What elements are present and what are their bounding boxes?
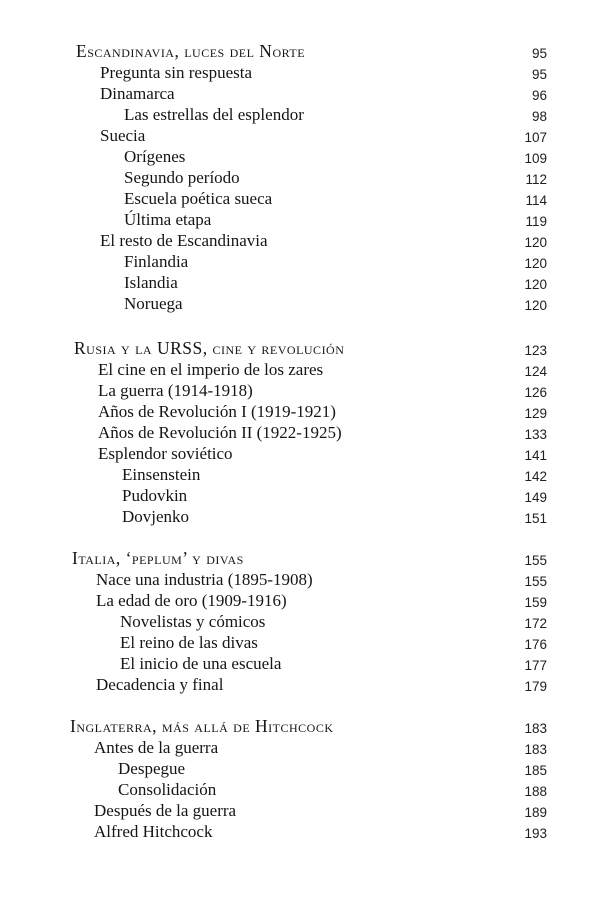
entry-title: Islandia bbox=[124, 273, 178, 292]
section-heading-row bbox=[0, 548, 593, 569]
section-title: Escandinavia, luces del Norte bbox=[76, 41, 306, 61]
toc-entry-row bbox=[0, 209, 593, 230]
page-number: 193 bbox=[524, 826, 547, 841]
page-number: 109 bbox=[524, 151, 547, 166]
page-number: 129 bbox=[524, 406, 547, 421]
entry-title: Esplendor soviético bbox=[98, 444, 233, 463]
page-number: 114 bbox=[525, 193, 547, 208]
toc-entry-row bbox=[0, 104, 593, 125]
page-number: 185 bbox=[524, 763, 547, 778]
entry-title: Novelistas y cómicos bbox=[120, 612, 266, 631]
toc-entry-row bbox=[0, 83, 593, 104]
page-number: 123 bbox=[524, 343, 547, 358]
page-number: 189 bbox=[524, 805, 547, 820]
entry-title: El resto de Escandinavia bbox=[100, 231, 268, 250]
page-number: 142 bbox=[524, 469, 547, 484]
page-number: 95 bbox=[531, 67, 547, 82]
entry-title: Einsenstein bbox=[122, 465, 201, 484]
entry-title: Pregunta sin respuesta bbox=[100, 63, 253, 82]
toc-entry-row bbox=[0, 737, 593, 758]
section-heading-row bbox=[0, 716, 593, 737]
section-heading-row bbox=[0, 41, 593, 62]
toc-entry-row bbox=[0, 632, 593, 653]
page-number: 155 bbox=[524, 553, 547, 568]
page-number: 119 bbox=[525, 214, 547, 229]
entry-title: Suecia bbox=[100, 126, 146, 145]
entry-title: Las estrellas del esplendor bbox=[124, 105, 304, 124]
entry-title: Antes de la guerra bbox=[94, 738, 219, 757]
toc-entry-row bbox=[0, 443, 593, 464]
entry-title: Escuela poética sueca bbox=[124, 189, 273, 208]
toc-entry-row bbox=[0, 359, 593, 380]
toc-entry-row bbox=[0, 125, 593, 146]
page-number: 126 bbox=[524, 385, 547, 400]
entry-title: Segundo período bbox=[124, 168, 240, 187]
toc-entry-row bbox=[0, 569, 593, 590]
section-title: Italia, ‘peplum’ y divas bbox=[72, 548, 244, 568]
toc-entry-row bbox=[0, 674, 593, 695]
entry-title: La guerra (1914-1918) bbox=[98, 381, 253, 400]
section-title: Rusia y la URSS, cine y revolución bbox=[74, 338, 345, 358]
page-number: 183 bbox=[524, 742, 547, 757]
entry-title: El cine en el imperio de los zares bbox=[98, 360, 324, 379]
page-number: 96 bbox=[531, 88, 547, 103]
toc-entry-row bbox=[0, 146, 593, 167]
toc-entry-row bbox=[0, 380, 593, 401]
toc-entry-row bbox=[0, 590, 593, 611]
page-number: 120 bbox=[524, 256, 547, 271]
entry-title: Dinamarca bbox=[100, 84, 175, 103]
toc-entry-row bbox=[0, 485, 593, 506]
toc-entry-row bbox=[0, 821, 593, 842]
page-number: 183 bbox=[524, 721, 547, 736]
page-number: 95 bbox=[531, 46, 547, 61]
entry-title: Años de Revolución II (1922-1925) bbox=[98, 423, 342, 442]
toc-entry-row bbox=[0, 464, 593, 485]
page-number: 98 bbox=[531, 109, 547, 124]
toc-entry-row bbox=[0, 401, 593, 422]
page-number: 124 bbox=[524, 364, 547, 379]
toc-entry-row bbox=[0, 800, 593, 821]
entry-title: Dovjenko bbox=[122, 507, 190, 526]
toc-entry-row bbox=[0, 422, 593, 443]
section-heading-row bbox=[0, 338, 593, 359]
toc-entry-row bbox=[0, 779, 593, 800]
entry-title: El reino de las divas bbox=[120, 633, 258, 652]
entry-title: Orígenes bbox=[124, 147, 186, 166]
page-number: 141 bbox=[524, 448, 547, 463]
entry-title: Alfred Hitchcock bbox=[94, 822, 213, 841]
toc-entry-row bbox=[0, 611, 593, 632]
entry-title: Finlandia bbox=[124, 252, 189, 271]
page-number: 149 bbox=[524, 490, 547, 505]
toc-entry-row bbox=[0, 758, 593, 779]
toc-entry-row bbox=[0, 230, 593, 251]
page-number: 112 bbox=[525, 172, 547, 187]
section-title: Inglaterra, más allá de Hitchcock bbox=[70, 716, 334, 736]
page-number: 120 bbox=[524, 298, 547, 313]
page-number: 107 bbox=[524, 130, 547, 145]
entry-title: Nace una industria (1895-1908) bbox=[96, 570, 313, 589]
page-number: 177 bbox=[524, 658, 547, 673]
entry-title: Años de Revolución I (1919-1921) bbox=[98, 402, 336, 421]
toc-entry-row bbox=[0, 293, 593, 314]
toc-entry-row bbox=[0, 188, 593, 209]
page-number: 151 bbox=[524, 511, 547, 526]
toc-entry-row bbox=[0, 62, 593, 83]
toc-entry-row bbox=[0, 653, 593, 674]
page-number: 155 bbox=[524, 574, 547, 589]
toc-entry-row bbox=[0, 251, 593, 272]
entry-title: Decadencia y final bbox=[96, 675, 224, 694]
page-number: 120 bbox=[524, 277, 547, 292]
page-number: 188 bbox=[524, 784, 547, 799]
page-number: 176 bbox=[524, 637, 547, 652]
page-number: 133 bbox=[524, 427, 547, 442]
entry-title: La edad de oro (1909-1916) bbox=[96, 591, 287, 610]
entry-title: Consolidación bbox=[118, 780, 217, 799]
entry-title: El inicio de una escuela bbox=[120, 654, 282, 673]
page-number: 159 bbox=[524, 595, 547, 610]
entry-title: Noruega bbox=[124, 294, 183, 313]
entry-title: Despegue bbox=[118, 759, 186, 778]
entry-title: Pudovkin bbox=[122, 486, 188, 505]
page-number: 179 bbox=[524, 679, 547, 694]
toc-entry-row bbox=[0, 272, 593, 293]
page-number: 172 bbox=[524, 616, 547, 631]
entry-title: Después de la guerra bbox=[94, 801, 237, 820]
toc-entry-row bbox=[0, 506, 593, 527]
entry-title: Última etapa bbox=[124, 210, 212, 229]
toc-entry-row bbox=[0, 167, 593, 188]
page-number: 120 bbox=[524, 235, 547, 250]
